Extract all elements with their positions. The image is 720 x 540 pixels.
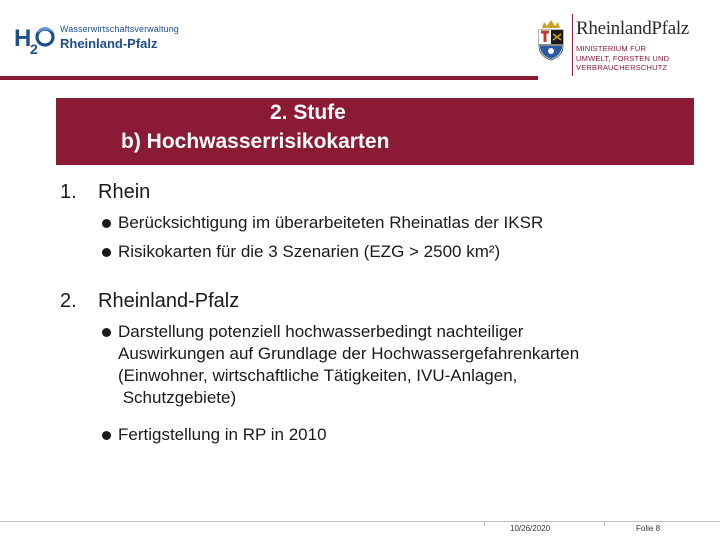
footer-date: 10/26/2020 <box>510 524 551 533</box>
h2o-logo-icon <box>14 22 58 56</box>
slide-title-line2: b) Hochwasserrisikokarten <box>121 130 390 153</box>
bullet-text: Darstellung potenziell hochwasserbedingt nachteiliger <box>118 322 524 341</box>
ministry-line: MINISTERIUM FÜR <box>576 44 647 53</box>
ministry-line: UMWELT, FORSTEN UND <box>576 53 670 63</box>
logo-divider <box>572 14 573 76</box>
bullet-item <box>118 321 579 409</box>
bullet-item <box>118 241 500 263</box>
footer-divider <box>604 521 605 526</box>
bullet-dot-icon <box>102 219 111 228</box>
bullet-text: Berücksichtigung im überarbeiteten Rheinatlas der IKSR <box>118 213 544 232</box>
section-title: Rheinland-Pfalz <box>98 290 240 312</box>
bullet-dot-icon <box>102 431 111 440</box>
footer-page-number: Folie 8 <box>636 524 661 533</box>
state-logo-text: RheinlandPfalz <box>576 18 689 39</box>
bullet-text: Auswirkungen auf Grundlage der Hochwassergefahrenkarten <box>118 344 580 363</box>
ministry-name <box>576 44 669 73</box>
bullet-text: Schutzgebiete) <box>118 388 237 407</box>
section-number: 2. <box>60 290 77 312</box>
slide-title-line1: 2. Stufe <box>270 101 346 124</box>
bullet-text: Fertigstellung in RP in 2010 <box>118 425 327 444</box>
section-title: Rhein <box>98 181 151 203</box>
bullet-text: Risikokarten für die 3 Szenarien (EZG > 2500 km²) <box>118 242 501 261</box>
ministry-line: VERBRAUCHERSCHUTZ <box>576 63 668 72</box>
svg-text:H: H <box>14 25 32 52</box>
bullet-dot-icon <box>102 328 111 337</box>
bullet-item <box>118 424 327 446</box>
org-name-line2: Rheinland-Pfalz <box>60 36 158 51</box>
bullet-dot-icon <box>102 248 111 257</box>
header-rule <box>0 76 538 80</box>
section-number: 1. <box>60 181 77 203</box>
footer-divider <box>484 521 485 526</box>
coat-of-arms-icon <box>536 18 566 62</box>
svg-text:2: 2 <box>30 41 38 56</box>
footer-rule <box>0 521 720 522</box>
bullet-text: (Einwohner, wirtschaftliche Tätigkeiten, IVU-Anlagen, <box>118 366 518 385</box>
bullet-item <box>118 212 543 234</box>
org-name-line1: Wasserwirtschaftsverwaltung <box>60 24 179 34</box>
